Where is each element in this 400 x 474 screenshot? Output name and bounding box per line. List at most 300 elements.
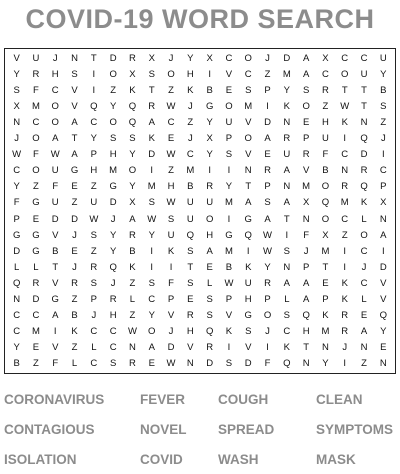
grid-letter: S — [129, 133, 136, 145]
grid-letter: C — [379, 165, 387, 177]
grid-letter: E — [264, 149, 271, 161]
grid-letter: J — [342, 342, 348, 354]
grid-letter: O — [225, 100, 233, 112]
grid-letter: O — [51, 116, 59, 128]
grid-letter: S — [148, 277, 155, 289]
grid-letter: R — [186, 310, 194, 322]
grid-letter: M — [244, 100, 253, 112]
grid-letter: Q — [283, 358, 291, 370]
grid-letter: H — [302, 326, 310, 338]
grid-letter: R — [32, 277, 40, 289]
grid-letter: A — [148, 116, 155, 128]
grid-letter: S — [71, 68, 78, 80]
grid-letter: Y — [13, 181, 20, 193]
grid-letter: R — [32, 68, 40, 80]
grid-letter: E — [322, 277, 329, 289]
grid-letter: H — [51, 68, 59, 80]
grid-letter: S — [264, 197, 271, 209]
grid-letter: M — [109, 165, 118, 177]
grid-letter: L — [129, 294, 136, 306]
grid-letter: P — [264, 84, 271, 96]
grid-letter: Z — [110, 84, 117, 96]
grid-letter: O — [341, 68, 349, 80]
grid-letter: T — [90, 52, 97, 64]
grid-letter: H — [244, 294, 252, 306]
grid-letter: L — [71, 358, 78, 370]
grid-letter: I — [382, 245, 385, 257]
grid-letter: F — [33, 84, 39, 96]
grid-letter: N — [341, 165, 349, 177]
grid-letter: V — [245, 116, 252, 128]
grid-letter: N — [71, 52, 78, 64]
grid-letter: D — [360, 149, 368, 161]
grid-letter: S — [206, 294, 213, 306]
grid-letter: C — [225, 52, 233, 64]
grid-letter: E — [71, 245, 78, 257]
grid-letter: K — [283, 100, 290, 112]
grid-letter: P — [380, 181, 387, 193]
grid-letter: D — [109, 52, 117, 64]
grid-letter: C — [244, 68, 252, 80]
grid-letter: O — [205, 213, 214, 225]
grid-letter: J — [187, 100, 193, 112]
grid-letter: S — [167, 213, 175, 225]
grid-letter: M — [31, 326, 40, 338]
grid-letter: M — [31, 100, 40, 112]
grid-letter: A — [129, 213, 136, 225]
grid-letter: U — [90, 197, 98, 209]
grid-letter: F — [52, 358, 59, 370]
grid-letter: F — [303, 229, 310, 241]
grid-letter: Q — [128, 116, 137, 128]
grid-letter: A — [245, 197, 252, 209]
grid-letter: K — [283, 342, 290, 354]
grid-letter: K — [341, 294, 348, 306]
grid-letter: Y — [206, 149, 213, 161]
grid-letter: Z — [264, 68, 271, 80]
grid-letter: S — [187, 245, 194, 257]
grid-letter: Y — [129, 181, 136, 193]
grid-letter: K — [129, 261, 136, 273]
grid-letter: S — [225, 358, 233, 370]
grid-letter: P — [302, 133, 310, 145]
grid-letter: I — [150, 261, 154, 273]
grid-letter: Y — [13, 342, 20, 354]
grid-letter: X — [206, 133, 213, 145]
grid-letter: H — [186, 326, 194, 338]
grid-letter: S — [148, 197, 155, 209]
word-list-item: ISOLATION — [4, 451, 77, 467]
grid-letter: A — [148, 342, 155, 354]
word-list-item: CONTAGIOUS — [4, 421, 95, 437]
grid-letter: A — [302, 52, 310, 64]
grid-letter: R — [109, 294, 117, 306]
grid-letter: R — [129, 229, 136, 241]
grid-letter: K — [322, 310, 329, 322]
grid-letter: K — [129, 84, 136, 96]
grid-letter: D — [283, 52, 291, 64]
grid-letter: L — [14, 261, 20, 273]
grid-letter: D — [32, 294, 40, 306]
grid-letter: T — [52, 261, 59, 273]
grid-letter: V — [225, 310, 233, 322]
grid-letter: A — [52, 310, 59, 322]
grid-letter: P — [90, 149, 97, 161]
grid-letter: N — [322, 342, 329, 354]
grid-letter: S — [187, 277, 194, 289]
word-list-item: COVID — [140, 451, 183, 467]
grid-letter: Q — [109, 261, 117, 273]
grid-letter: K — [341, 116, 348, 128]
grid-letter: F — [168, 277, 174, 289]
grid-letter: H — [109, 149, 117, 161]
grid-letter: Y — [148, 310, 155, 322]
grid-letter: T — [283, 213, 290, 225]
grid-letter: F — [264, 358, 271, 370]
grid-letter: D — [148, 149, 156, 161]
grid-letter: U — [360, 68, 368, 80]
grid-letter: U — [283, 149, 291, 161]
grid-letter: W — [166, 358, 176, 370]
grid-letter: C — [148, 294, 156, 306]
grid-letter: U — [379, 52, 387, 64]
grid-letter: N — [186, 358, 194, 370]
grid-letter: R — [264, 277, 271, 289]
word-list-item: SYMPTOMS — [316, 421, 394, 437]
grid-letter: J — [14, 133, 20, 145]
grid-letter: Z — [341, 229, 348, 241]
grid-letter: V — [245, 342, 252, 354]
grid-letter: I — [53, 326, 57, 338]
grid-letter: Y — [283, 84, 290, 96]
grid-letter: P — [90, 294, 97, 306]
grid-letter: Y — [206, 116, 213, 128]
grid-letter: H — [109, 310, 117, 322]
grid-letter: M — [224, 245, 233, 257]
grid-letter: Z — [90, 181, 97, 193]
grid-letter: J — [361, 261, 367, 273]
grid-letter: E — [360, 310, 368, 322]
grid-letter: S — [206, 310, 213, 322]
grid-letter: D — [379, 261, 387, 273]
grid-letter: E — [302, 116, 310, 128]
grid-letter: U — [51, 197, 59, 209]
grid-letter: I — [382, 149, 385, 161]
grid-letter: N — [360, 342, 368, 354]
grid-letter: M — [302, 181, 311, 193]
grid-letter: F — [33, 149, 39, 161]
grid-letter: V — [52, 342, 59, 354]
grid-letter: D — [51, 213, 59, 225]
grid-letter: V — [52, 229, 59, 241]
grid-letter: I — [266, 342, 269, 354]
grid-letter: O — [128, 165, 137, 177]
grid-letter: E — [167, 133, 175, 145]
grid-letter: P — [322, 294, 329, 306]
grid-letter: G — [109, 181, 117, 193]
grid-letter: Q — [244, 229, 252, 241]
grid-letter: A — [52, 133, 59, 145]
grid-letter: W — [166, 197, 176, 209]
grid-letter: O — [244, 133, 252, 145]
grid-letter: C — [341, 213, 349, 225]
grid-letter: M — [147, 181, 156, 193]
grid-letter: I — [266, 100, 269, 112]
grid-letter: G — [244, 213, 252, 225]
grid-letter: S — [90, 229, 97, 241]
grid-letter: L — [361, 294, 367, 306]
grid-letter: G — [32, 229, 40, 241]
grid-letter: T — [361, 100, 367, 112]
grid-letter: N — [302, 213, 310, 225]
grid-letter: Z — [322, 100, 329, 112]
grid-letter: L — [91, 342, 97, 354]
grid-letter: K — [225, 326, 233, 338]
grid-letter: O — [360, 229, 368, 241]
grid-letter: I — [227, 165, 231, 177]
grid-letter: C — [90, 358, 98, 370]
grid-letter: O — [148, 326, 156, 338]
grid-letter: N — [283, 116, 291, 128]
grid-letter: F — [52, 181, 59, 193]
grid-letter: I — [343, 245, 347, 257]
grid-letter: M — [282, 68, 291, 80]
grid-letter: G — [32, 197, 40, 209]
grid-letter: Q — [321, 197, 330, 209]
grid-letter: C — [360, 277, 368, 289]
grid-letter: J — [72, 229, 77, 241]
grid-letter: F — [322, 149, 329, 161]
grid-letter: U — [186, 213, 194, 225]
grid-letter: X — [129, 68, 136, 80]
grid-letter: W — [224, 277, 234, 289]
grid-letter: W — [263, 229, 273, 241]
grid-letter: O — [167, 68, 175, 80]
grid-letter: X — [302, 197, 310, 209]
grid-letter: E — [148, 358, 155, 370]
grid-letter: J — [168, 52, 174, 64]
grid-letter: V — [187, 342, 194, 354]
grid-letter: A — [283, 165, 290, 177]
grid-letter: O — [109, 68, 117, 80]
grid-letter: E — [206, 261, 213, 273]
grid-letter: K — [148, 133, 155, 145]
grid-letter: N — [379, 358, 387, 370]
grid-letter: A — [360, 326, 368, 338]
grid-letter: V — [225, 68, 233, 80]
word-list-item: COUGH — [218, 391, 269, 407]
grid-letter: Y — [322, 358, 329, 370]
grid-letter: U — [51, 165, 59, 177]
grid-letter: I — [227, 213, 231, 225]
grid-letter: X — [13, 100, 20, 112]
grid-letter: C — [360, 245, 368, 257]
grid-letter: A — [71, 116, 78, 128]
grid-letter: J — [168, 326, 174, 338]
grid-letter: Z — [361, 358, 367, 370]
grid-letter: Y — [109, 245, 117, 257]
grid-letter: J — [110, 277, 116, 289]
word-list-item: CORONAVIRUS — [4, 391, 105, 407]
grid-letter: J — [110, 213, 116, 225]
grid-letter: K — [245, 261, 252, 273]
grid-letter: U — [167, 229, 175, 241]
grid-letter: J — [72, 261, 77, 273]
grid-letter: I — [343, 358, 347, 370]
word-list-item: SPREAD — [218, 421, 275, 437]
grid-letter: S — [283, 245, 290, 257]
grid-letter: S — [245, 84, 252, 96]
grid-letter: B — [13, 358, 20, 370]
grid-letter: I — [285, 229, 289, 241]
grid-letter: X — [129, 197, 136, 209]
word-list — [4, 384, 400, 474]
grid-letter: Z — [71, 294, 78, 306]
grid-letter: I — [169, 261, 173, 273]
grid-letter: J — [380, 133, 386, 145]
grid-letter: Y — [225, 181, 233, 193]
grid-letter: S — [245, 326, 252, 338]
grid-letter: A — [302, 294, 310, 306]
grid-letter: P — [225, 133, 233, 145]
grid-letter: Y — [129, 149, 136, 161]
grid-letter: N — [129, 342, 136, 354]
grid-letter: V — [302, 165, 310, 177]
grid-letter: R — [264, 165, 271, 177]
grid-letter: A — [302, 277, 310, 289]
word-list-item: MASK — [316, 451, 356, 467]
word-list-item: NOVEL — [140, 421, 187, 437]
grid-letter: I — [208, 68, 211, 80]
grid-letter: L — [206, 277, 213, 289]
grid-letter: Q — [379, 310, 388, 322]
grid-letter: W — [147, 213, 157, 225]
grid-letter: J — [303, 245, 309, 257]
grid-letter: S — [380, 100, 387, 112]
grid-letter: N — [283, 261, 291, 273]
grid-letter: T — [303, 342, 310, 354]
grid-letter: N — [379, 213, 387, 225]
grid-letter: J — [52, 52, 58, 64]
grid-letter: D — [109, 197, 117, 209]
grid-letter: I — [246, 245, 250, 257]
grid-letter: R — [206, 342, 214, 354]
grid-letter: E — [225, 84, 233, 96]
grid-letter: A — [206, 245, 213, 257]
grid-letter: Z — [33, 358, 39, 370]
grid-letter: D — [264, 116, 271, 128]
grid-letter: G — [32, 245, 40, 257]
grid-letter: A — [380, 229, 387, 241]
grid-letter: Z — [90, 245, 97, 257]
grid-letter: G — [12, 229, 21, 241]
grid-letter: N — [244, 165, 252, 177]
grid-letter: X — [148, 52, 155, 64]
grid-letter: H — [322, 116, 329, 128]
grid-letter: O — [321, 213, 330, 225]
grid-letter: B — [380, 84, 387, 96]
grid-letter: O — [32, 133, 40, 145]
grid-letter: T — [71, 133, 78, 145]
grid-letter: A — [71, 149, 78, 161]
grid-letter: P — [13, 213, 20, 225]
grid-letter: U — [225, 116, 233, 128]
grid-letter: G — [244, 310, 252, 322]
grid-letter: Y — [148, 229, 155, 241]
word-list-item: WASH — [218, 451, 259, 467]
grid-letter: Q — [12, 277, 21, 289]
grid-letter: S — [283, 310, 290, 322]
grid-letter: C — [167, 116, 175, 128]
grid-letter: P — [264, 294, 271, 306]
word-list-item: FEVER — [140, 391, 186, 407]
grid-letter: I — [343, 261, 347, 273]
grid-letter: Q — [302, 310, 310, 322]
grid-letter: C — [109, 326, 117, 338]
grid-letter: M — [224, 197, 233, 209]
grid-letter: K — [360, 197, 368, 209]
grid-letter: R — [341, 326, 349, 338]
grid-letter: G — [70, 165, 79, 177]
grid-letter: I — [343, 133, 347, 145]
grid-letter: R — [341, 310, 349, 322]
grid-letter: X — [206, 52, 213, 64]
grid-letter: M — [340, 197, 349, 209]
grid-letter: J — [187, 133, 193, 145]
grid-letter: K — [341, 277, 348, 289]
grid-letter: V — [13, 52, 20, 64]
grid-letter: U — [32, 52, 40, 64]
grid-letter: Q — [360, 181, 368, 193]
grid-letter: S — [109, 358, 117, 370]
grid-letter: L — [33, 261, 39, 273]
grid-letter: C — [32, 116, 40, 128]
grid-letter: V — [245, 149, 252, 161]
grid-letter: Y — [264, 261, 271, 273]
grid-letter: Z — [33, 181, 39, 193]
grid-letter: D — [71, 213, 78, 225]
grid-letter: W — [263, 245, 273, 257]
grid-letter: I — [227, 342, 231, 354]
grid-letter: Y — [380, 326, 387, 338]
grid-letter: A — [283, 277, 290, 289]
grid-letter: E — [32, 213, 40, 225]
grid-letter: R — [129, 358, 136, 370]
grid-letter: T — [341, 84, 348, 96]
grid-letter: O — [263, 310, 272, 322]
grid-letter: G — [225, 229, 233, 241]
grid-letter: U — [206, 197, 214, 209]
grid-letter: A — [302, 68, 310, 80]
grid-letter: E — [380, 342, 387, 354]
grid-letter: N — [13, 294, 21, 306]
grid-letter: C — [90, 116, 98, 128]
grid-letter: Y — [109, 229, 117, 241]
grid-letter: V — [380, 277, 387, 289]
grid-letter: R — [341, 181, 349, 193]
grid-letter: B — [129, 245, 136, 257]
grid-letter: D — [206, 358, 214, 370]
grid-letter: C — [32, 310, 40, 322]
page-title: COVID-19 WORD SEARCH — [25, 4, 375, 34]
grid-letter: P — [225, 294, 233, 306]
grid-letter: K — [71, 326, 78, 338]
grid-letter: Y — [13, 68, 20, 80]
grid-letter: D — [244, 358, 252, 370]
grid-letter: Z — [187, 116, 194, 128]
grid-letter: Z — [71, 197, 78, 209]
grid-letter: C — [90, 326, 98, 338]
